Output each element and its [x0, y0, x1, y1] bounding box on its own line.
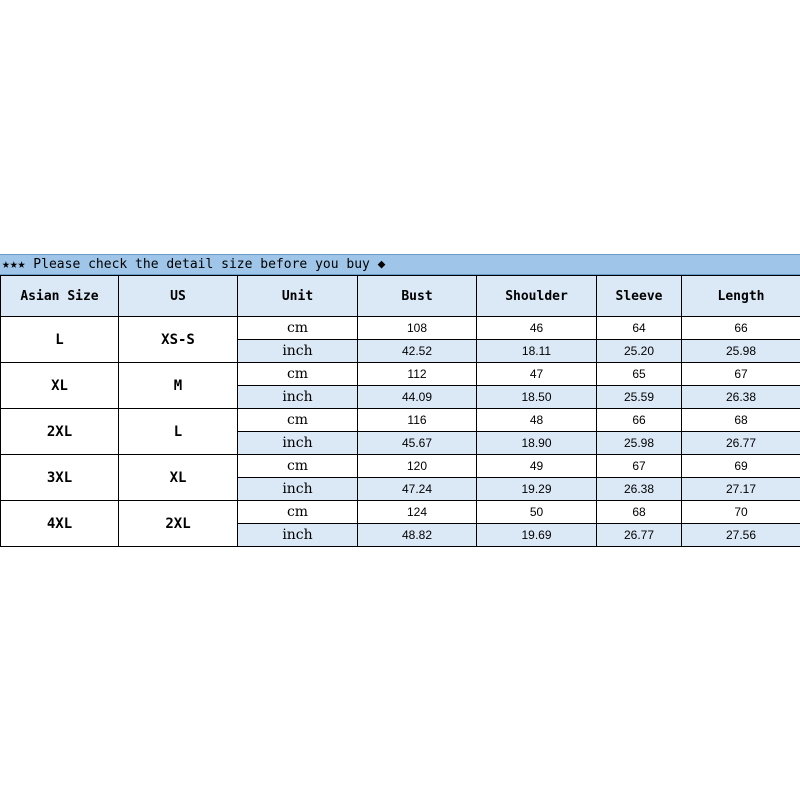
- table-row: [1, 363, 800, 386]
- shoulder-value-cell: 48: [477, 409, 597, 432]
- header-unit: Unit: [238, 276, 358, 317]
- length-value-cell: 27.17: [682, 478, 800, 501]
- length-value-cell: 26.38: [682, 386, 800, 409]
- table-row: [1, 317, 800, 340]
- sleeve-value-cell: 64: [597, 317, 682, 340]
- asian-size-cell: 3XL: [1, 455, 119, 501]
- bust-value-cell: 108: [358, 317, 477, 340]
- sleeve-value-cell: 26.77: [597, 524, 682, 547]
- asian-size-cell: 4XL: [1, 501, 119, 547]
- sleeve-value-cell: 68: [597, 501, 682, 524]
- asian-size-cell: L: [1, 317, 119, 363]
- shoulder-value-cell: 47: [477, 363, 597, 386]
- header-sleeve: Sleeve: [597, 276, 682, 317]
- bust-value-cell: 45.67: [358, 432, 477, 455]
- unit-cell: cm: [238, 501, 358, 524]
- header-bust: Bust: [358, 276, 477, 317]
- length-value-cell: 68: [682, 409, 800, 432]
- us-size-cell: L: [119, 409, 238, 455]
- unit-cell: inch: [238, 478, 358, 501]
- unit-cell: cm: [238, 455, 358, 478]
- sleeve-value-cell: 66: [597, 409, 682, 432]
- shoulder-value-cell: 19.69: [477, 524, 597, 547]
- table-row: [1, 455, 800, 478]
- us-size-cell: XL: [119, 455, 238, 501]
- sleeve-value-cell: 25.20: [597, 340, 682, 363]
- shoulder-value-cell: 49: [477, 455, 597, 478]
- header-us-size: US: [119, 276, 238, 317]
- length-value-cell: 67: [682, 363, 800, 386]
- unit-cell: cm: [238, 317, 358, 340]
- asian-size-cell: 2XL: [1, 409, 119, 455]
- bust-value-cell: 124: [358, 501, 477, 524]
- shoulder-value-cell: 18.50: [477, 386, 597, 409]
- bust-value-cell: 116: [358, 409, 477, 432]
- length-value-cell: 26.77: [682, 432, 800, 455]
- bust-value-cell: 44.09: [358, 386, 477, 409]
- header-length: Length: [682, 276, 800, 317]
- unit-cell: inch: [238, 524, 358, 547]
- table-row: [1, 501, 800, 524]
- us-size-cell: M: [119, 363, 238, 409]
- length-value-cell: 25.98: [682, 340, 800, 363]
- length-value-cell: 69: [682, 455, 800, 478]
- shoulder-value-cell: 18.11: [477, 340, 597, 363]
- us-size-cell: 2XL: [119, 501, 238, 547]
- sleeve-value-cell: 67: [597, 455, 682, 478]
- shoulder-value-cell: 46: [477, 317, 597, 340]
- asian-size-cell: XL: [1, 363, 119, 409]
- unit-cell: cm: [238, 363, 358, 386]
- length-value-cell: 66: [682, 317, 800, 340]
- unit-cell: inch: [238, 340, 358, 363]
- shoulder-value-cell: 50: [477, 501, 597, 524]
- length-value-cell: 27.56: [682, 524, 800, 547]
- shoulder-value-cell: 18.90: [477, 432, 597, 455]
- bust-value-cell: 48.82: [358, 524, 477, 547]
- shoulder-value-cell: 19.29: [477, 478, 597, 501]
- table-row: [1, 409, 800, 432]
- size-notice-banner: ★★★ Please check the detail size before you buy ◆: [0, 254, 800, 275]
- size-table: [0, 275, 800, 547]
- unit-cell: inch: [238, 386, 358, 409]
- sleeve-value-cell: 65: [597, 363, 682, 386]
- header-shoulder: Shoulder: [477, 276, 597, 317]
- table-header-row: [1, 276, 800, 317]
- length-value-cell: 70: [682, 501, 800, 524]
- us-size-cell: XS-S: [119, 317, 238, 363]
- bust-value-cell: 120: [358, 455, 477, 478]
- unit-cell: cm: [238, 409, 358, 432]
- unit-cell: inch: [238, 432, 358, 455]
- sleeve-value-cell: 25.98: [597, 432, 682, 455]
- bust-value-cell: 42.52: [358, 340, 477, 363]
- bust-value-cell: 47.24: [358, 478, 477, 501]
- size-chart: [0, 254, 800, 547]
- bust-value-cell: 112: [358, 363, 477, 386]
- sleeve-value-cell: 26.38: [597, 478, 682, 501]
- header-asian-size: Asian Size: [1, 276, 119, 317]
- sleeve-value-cell: 25.59: [597, 386, 682, 409]
